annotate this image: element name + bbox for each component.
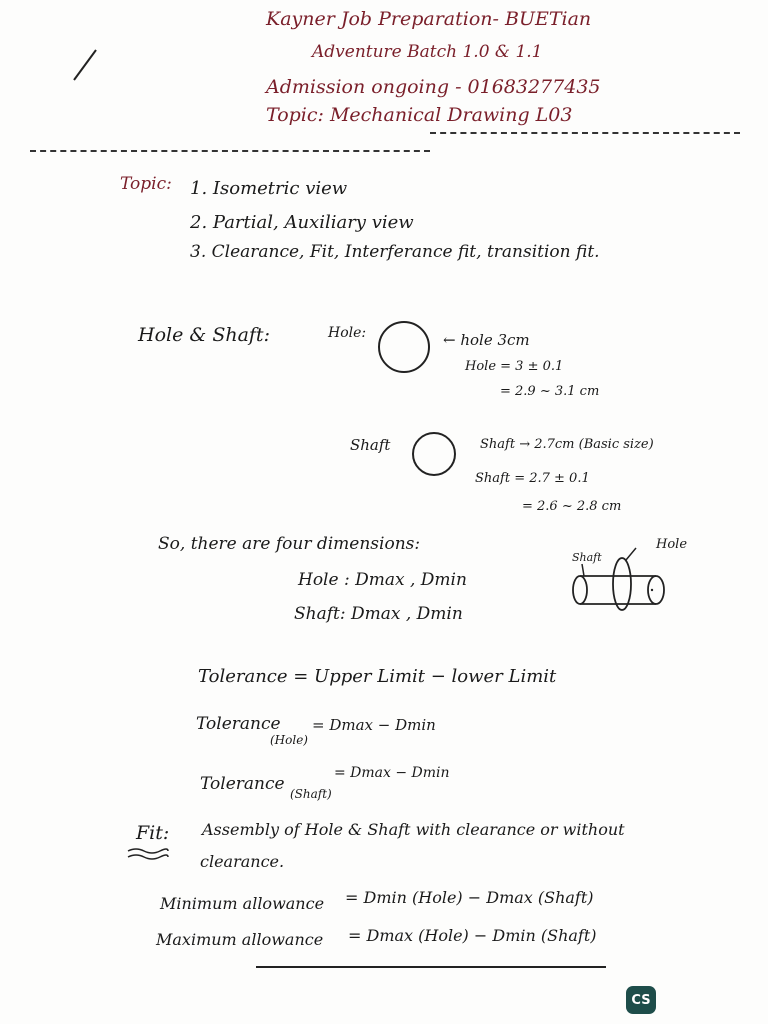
topic-item-2: 2. Partial, Auxiliary view [190, 212, 414, 233]
shaft-hole-assembly-figure [566, 544, 676, 614]
tolerance-shaft-sub: (Shaft) [290, 787, 332, 801]
fit-line-1: Assembly of Hole & Shaft with clearance or without [202, 820, 625, 839]
fit-label: Fit: [136, 822, 170, 844]
fig-shaft-label: Shaft [572, 551, 602, 564]
hole-note: ← hole 3cm [443, 331, 530, 349]
pen-stroke-mark [70, 48, 100, 84]
bottom-rule [256, 966, 606, 968]
shaft-label: Shaft [350, 436, 391, 454]
shaft-note: Shaft → 2.7cm (Basic size) [480, 437, 654, 452]
shaft-eq-2: = 2.6 ~ 2.8 cm [522, 499, 622, 514]
topic-item-3: 3. Clearance, Fit, Interferance fit, transition fit. [190, 242, 600, 262]
tolerance-definition: Tolerance = Upper Limit − lower Limit [198, 666, 557, 687]
tolerance-shaft-lhs: Tolerance [200, 774, 285, 794]
tolerance-hole-sub: (Hole) [270, 733, 308, 747]
hole-shaft-heading: Hole & Shaft: [138, 324, 270, 346]
header-separator-right [430, 132, 740, 134]
tolerance-hole-lhs: Tolerance [196, 714, 281, 734]
hole-eq-1: Hole = 3 ± 0.1 [465, 359, 564, 374]
header-line-3: Admission ongoing - 01683277435 [266, 76, 601, 98]
hole-eq-2: = 2.9 ~ 3.1 cm [500, 384, 600, 399]
min-allowance-label: Minimum allowance [160, 894, 325, 913]
hole-circle [376, 320, 432, 376]
hole-label: Hole: [328, 325, 367, 341]
dimensions-hole-row: Hole : Dmax , Dmin [298, 570, 467, 590]
max-allowance-label: Maximum allowance [156, 930, 324, 949]
topic-item-1: 1. Isometric view [190, 178, 348, 199]
fig-hole-label: Hole [656, 537, 688, 552]
header-line-4: Topic: Mechanical Drawing L03 [266, 104, 573, 126]
header-separator-left [30, 150, 430, 152]
camscanner-logo-icon: CS [626, 986, 656, 1014]
header-line-1: Kayner Job Preparation- BUETian [266, 8, 592, 30]
topics-label: Topic: [120, 174, 172, 194]
fit-line-2: clearance. [200, 852, 285, 871]
dimensions-intro: So, there are four dimensions: [158, 534, 421, 554]
fit-underline-squiggle [126, 848, 170, 860]
tolerance-shaft-rhs: = Dmax − Dmin [334, 765, 450, 781]
shaft-eq-1: Shaft = 2.7 ± 0.1 [475, 471, 590, 486]
dimensions-shaft-row: Shaft: Dmax , Dmin [294, 604, 463, 624]
header-line-2: Adventure Batch 1.0 & 1.1 [312, 42, 543, 62]
min-allowance-rhs: = Dmin (Hole) − Dmax (Shaft) [345, 888, 594, 907]
max-allowance-rhs: = Dmax (Hole) − Dmin (Shaft) [348, 926, 597, 945]
tolerance-hole-rhs: = Dmax − Dmin [312, 716, 436, 734]
shaft-circle [408, 430, 460, 480]
